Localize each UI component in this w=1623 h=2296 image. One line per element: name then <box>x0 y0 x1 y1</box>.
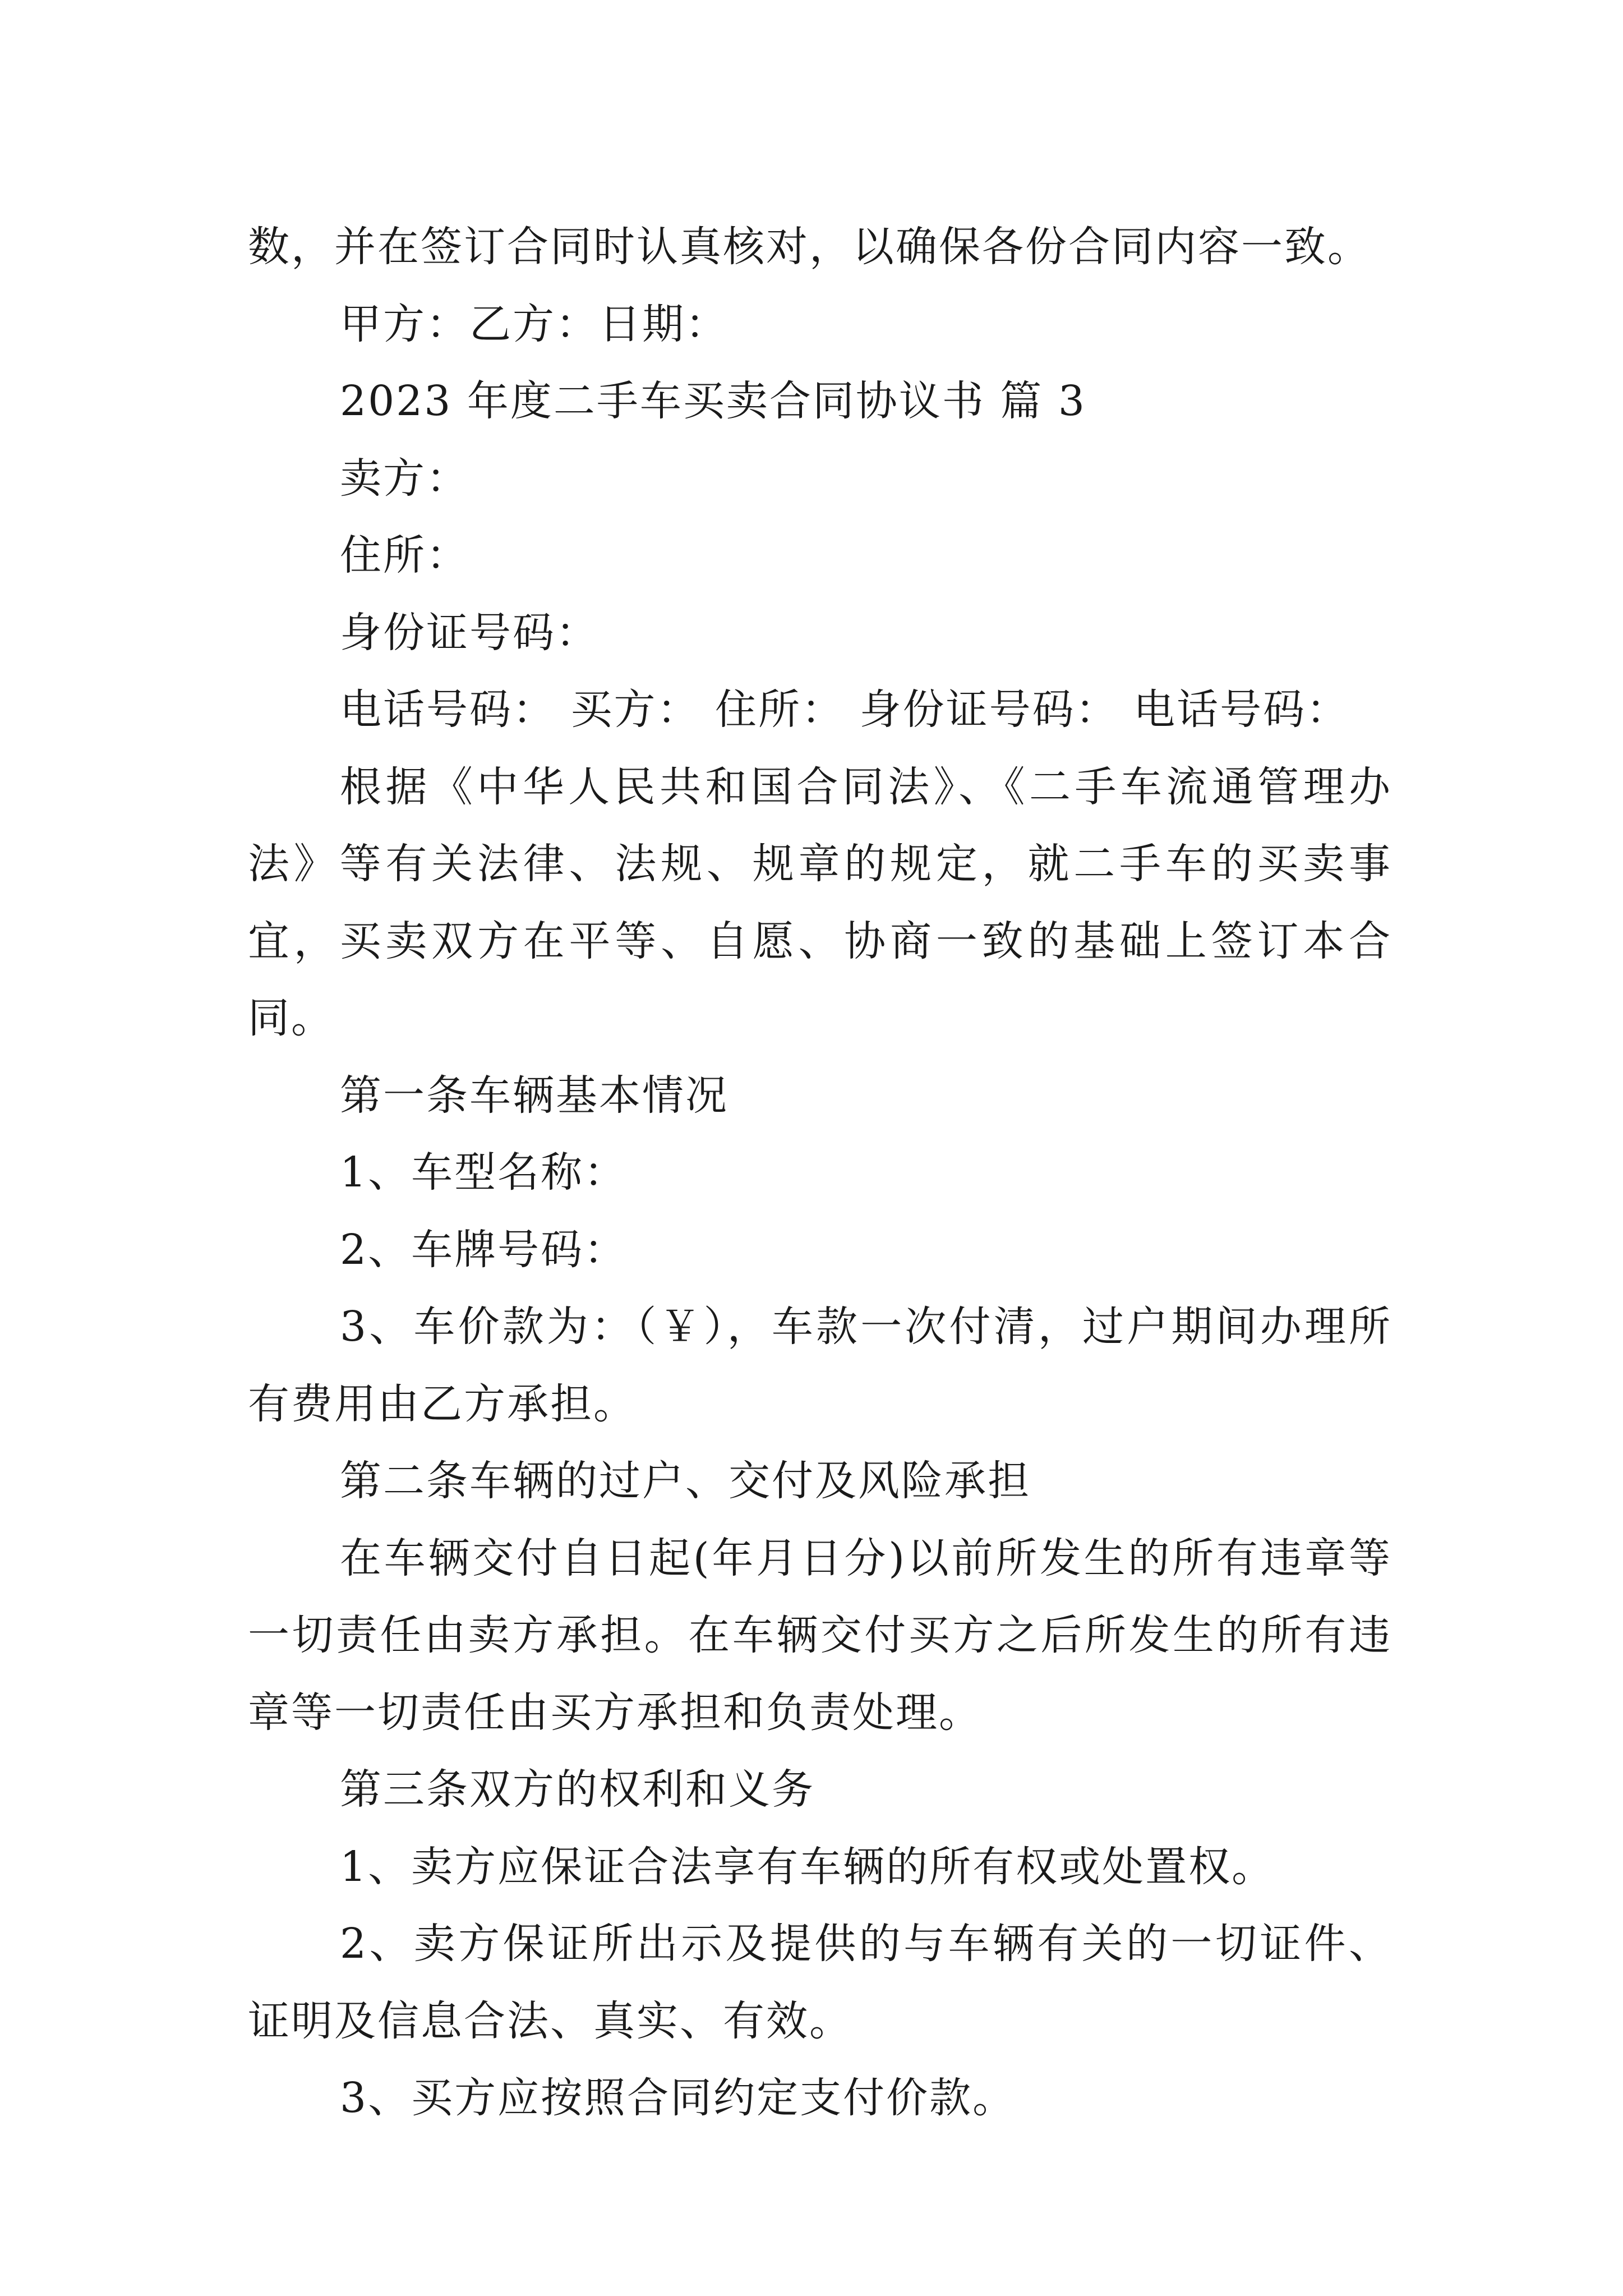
paragraph-seller-documents: 2、卖方保证所出示及提供的与车辆有关的一切证件、证明及信息合法、真实、有效。 <box>248 1920 1392 2045</box>
paragraph-address: 住所： <box>340 531 469 579</box>
paragraph-article-2-heading: 第二条车辆的过户、交付及风险承担 <box>340 1457 1031 1505</box>
paragraph-id-number: 身份证号码： <box>340 608 599 657</box>
paragraph-buyer-payment: 3、买方应按照合同约定支付价款。 <box>340 2074 1016 2122</box>
paragraph-seller: 卖方： <box>340 454 469 503</box>
paragraph-contract-title: 2023 年度二手车买卖合同协议书 篇 3 <box>340 377 1086 425</box>
document-body <box>248 209 1392 2137</box>
paragraph-liability: 在车辆交付自日起(年月日分)以前所发生的所有违章等一切责任由卖方承担。在车辆交付买方之后所发生的所有违章等一切责任由买方承担和负责处理。 <box>248 1534 1392 1737</box>
paragraph-article-3-heading: 第三条双方的权利和义务 <box>340 1765 815 1814</box>
paragraph-legal-basis: 根据《中华人民共和国合同法》、《二手车流通管理办法》等有关法律、法规、规章的规定，就二手车的买卖事宜，买卖双方在平等、自愿、协商一致的基础上签订本合同。 <box>248 762 1392 1042</box>
paragraph-phone-buyer-info: 电话号码： 买方： 住所： 身份证号码： 电话号码： <box>340 685 1350 734</box>
paragraph-vehicle-price: 3、车价款为：（￥），车款一次付清，过户期间办理所有费用由乙方承担。 <box>248 1303 1392 1428</box>
paragraph-vehicle-model: 1、车型名称： <box>340 1148 628 1197</box>
paragraph-plate-number: 2、车牌号码： <box>340 1225 628 1274</box>
paragraph-seller-ownership: 1、卖方应保证合法享有车辆的所有权或处置权。 <box>340 1842 1275 1891</box>
paragraph-article-1-heading: 第一条车辆基本情况 <box>340 1071 728 1120</box>
paragraph-signature-line: 甲方：乙方：日期： <box>340 300 728 348</box>
paragraph-continuation: 数，并在签订合同时认真核对，以确保各份合同内容一致。 <box>248 223 1371 271</box>
